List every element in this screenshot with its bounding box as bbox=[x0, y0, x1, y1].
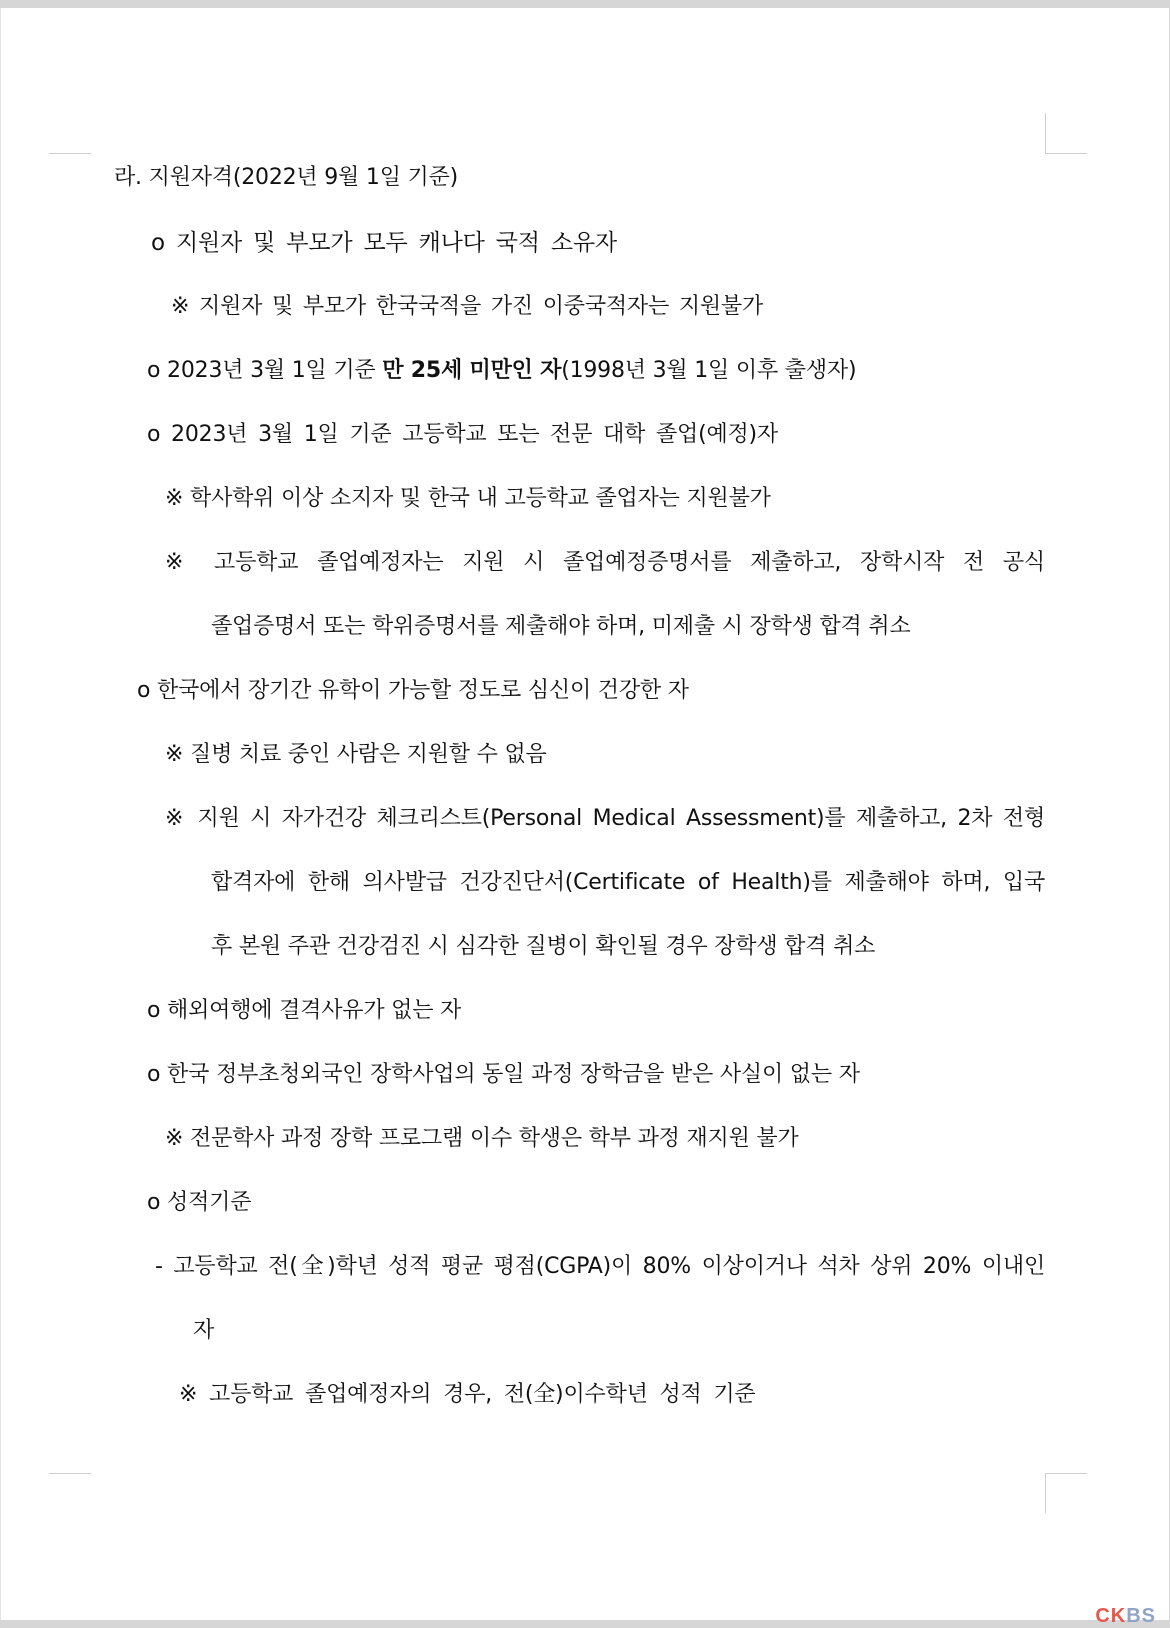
crop-mark-bottom-left bbox=[49, 1473, 91, 1474]
age-limit-emphasis: 만 25세 미만인 자 bbox=[382, 358, 562, 383]
watermark-logo bbox=[1095, 1605, 1156, 1628]
age-limit-suffix: (1998년 3월 1일 이후 출생자) bbox=[561, 358, 857, 383]
grade-criteria-cgpa-continued: 자 bbox=[193, 1318, 215, 1343]
section-heading: 라. 지원자격(2022년 9월 1일 기준) bbox=[114, 165, 459, 190]
note-medical-assessment-2: 합격자에 한해 의사발급 건강진단서(Certificate of Health)를 제출해야 하며, 입국 bbox=[211, 870, 1045, 895]
eligibility-age-limit bbox=[147, 356, 856, 386]
document-page bbox=[0, 8, 1169, 1620]
eligibility-graduation: o 2023년 3월 1일 기준 고등학교 또는 전문 대학 졸업(예정)자 bbox=[147, 422, 778, 447]
watermark-part-2: BS bbox=[1126, 1605, 1156, 1627]
eligibility-grade-criteria: o 성적기준 bbox=[147, 1190, 252, 1215]
crop-mark-top-right-vertical bbox=[1045, 113, 1046, 153]
eligibility-canadian-nationality: o 지원자 및 부모가 모두 캐나다 국적 소유자 bbox=[151, 230, 617, 256]
eligibility-overseas-travel: o 해외여행에 결격사유가 없는 자 bbox=[147, 998, 462, 1023]
age-limit-prefix: o 2023년 3월 1일 기준 bbox=[147, 358, 383, 383]
note-associate-program: ※ 전문학사 과정 장학 프로그램 이수 학생은 학부 과정 재지원 불가 bbox=[165, 1126, 799, 1151]
crop-mark-top-left bbox=[49, 153, 91, 154]
crop-mark-top-right-horizontal bbox=[1045, 153, 1087, 154]
note-illness-treatment: ※ 질병 치료 중인 사람은 지원할 수 없음 bbox=[165, 742, 547, 767]
note-dual-nationality: ※ 지원자 및 부모가 한국국적을 가진 이중국적자는 지원불가 bbox=[171, 294, 764, 319]
crop-mark-bottom-right-horizontal bbox=[1045, 1473, 1087, 1474]
note-graduation-certificate-2: 졸업증명서 또는 학위증명서를 제출해야 하며, 미제출 시 장학생 합격 취소 bbox=[211, 614, 911, 639]
note-medical-assessment-1: ※ 지원 시 자가건강 체크리스트(Personal Medical Assessment)를 제출하고, 2차 전형 bbox=[165, 806, 1045, 831]
eligibility-no-prior-scholarship: o 한국 정부초청외국인 장학사업의 동일 과정 장학금을 받은 사실이 없는 자 bbox=[147, 1062, 860, 1087]
eligibility-health: o 한국에서 장기간 유학이 가능할 정도로 심신이 건강한 자 bbox=[137, 678, 689, 703]
note-graduation-certificate-1: ※ 고등학교 졸업예정자는 지원 시 졸업예정증명서를 제출하고, 장학시작 전 공식 bbox=[165, 550, 1045, 575]
grade-criteria-cgpa: - 고등학교 전(全)학년 성적 평균 평점(CGPA)이 80% 이상이거나 석차 상위 20% 이내인 bbox=[155, 1254, 1045, 1279]
note-medical-assessment-3: 후 본원 주관 건강검진 시 심각한 질병이 확인될 경우 장학생 합격 취소 bbox=[211, 934, 876, 959]
note-graduating-students-grades: ※ 고등학교 졸업예정자의 경우, 전(全)이수학년 성적 기준 bbox=[179, 1382, 756, 1407]
crop-mark-bottom-right-vertical bbox=[1045, 1473, 1046, 1513]
note-degree-holders: ※ 학사학위 이상 소지자 및 한국 내 고등학교 졸업자는 지원불가 bbox=[165, 486, 771, 511]
watermark-part-1: CK bbox=[1095, 1605, 1127, 1627]
